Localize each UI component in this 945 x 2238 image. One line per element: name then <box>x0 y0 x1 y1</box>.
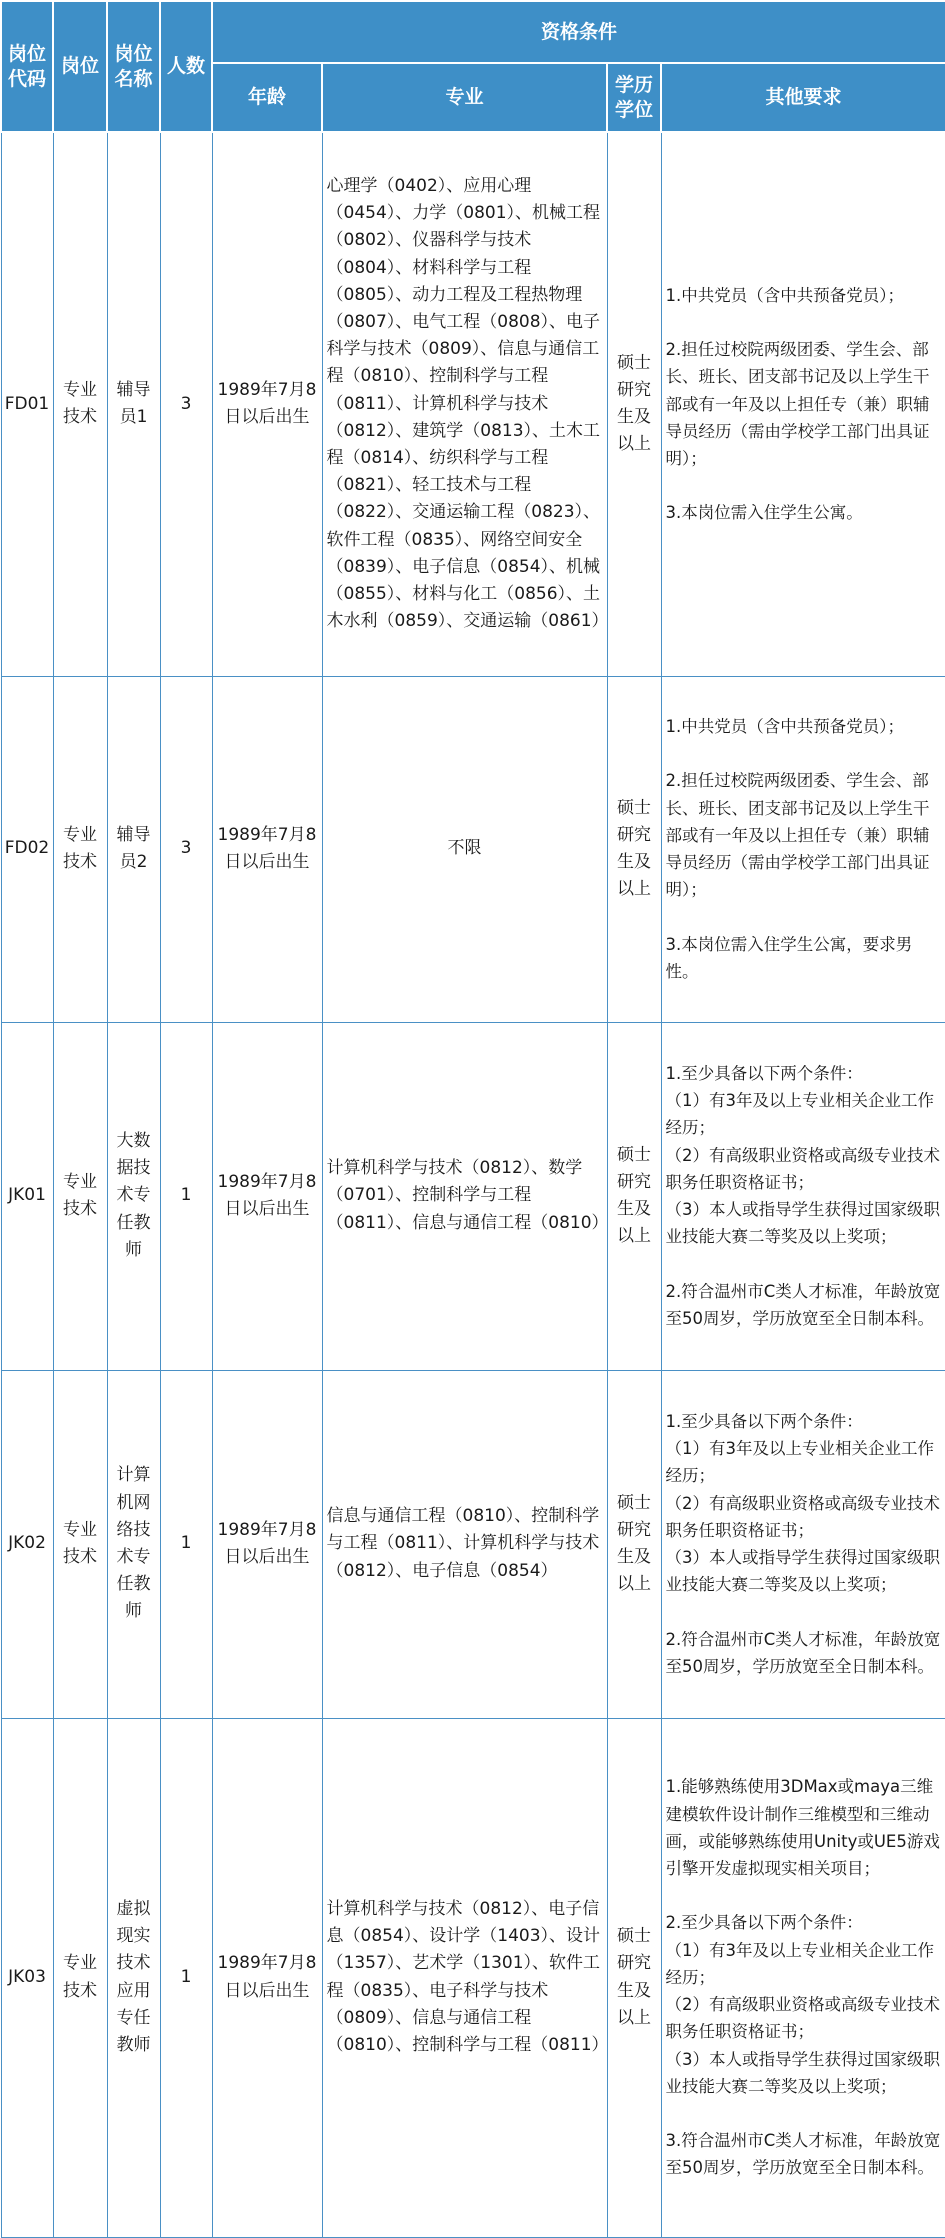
cell-other: 1.至少具备以下两个条件： （1）有3年及以上专业相关企业工作经历； （2）有高级职业资格或高级专业技术职务任职资格证书； （3）本人或指导学生获得过国家级职业技能大赛二等奖及以上奖项； 2.符合温州市C类人才标准，年龄放宽至50周岁，学历放宽至全日制本科。 <box>661 1370 945 1718</box>
header-degree: 学历学位 <box>607 63 661 132</box>
cell-other: 1.中共党员（含中共预备党员）； 2.担任过校院两级团委、学生会、部长、班长、团支部书记及以上学生干部或有一年及以上担任专（兼）职辅导员经历（需由学校学工部门出具证明）； 3.本岗位需入住学生公寓，要求男性。 <box>661 676 945 1022</box>
header-qualifications: 资格条件 <box>212 1 945 63</box>
cell-count: 1 <box>160 1022 212 1370</box>
cell-post-name: 辅导员1 <box>107 132 160 676</box>
table-row <box>1 132 945 676</box>
cell-count: 3 <box>160 132 212 676</box>
cell-age: 1989年7月8日以后出生 <box>212 676 322 1022</box>
cell-age: 1989年7月8日以后出生 <box>212 1022 322 1370</box>
cell-age: 1989年7月8日以后出生 <box>212 1370 322 1718</box>
cell-degree: 硕士研究生及以上 <box>607 676 661 1022</box>
cell-post: 专业技术 <box>53 132 107 676</box>
cell-code: FD01 <box>1 132 53 676</box>
cell-post: 专业技术 <box>53 1370 107 1718</box>
header-major: 专业 <box>322 63 607 132</box>
cell-post: 专业技术 <box>53 1718 107 2237</box>
table-row <box>1 1370 945 1718</box>
cell-post-name: 计算机网络技术专任教师 <box>107 1370 160 1718</box>
cell-degree: 硕士研究生及以上 <box>607 1370 661 1718</box>
header-row-1 <box>1 1 945 63</box>
cell-code: FD02 <box>1 676 53 1022</box>
cell-major: 心理学（0402）、应用心理（0454）、力学（0801）、机械工程（0802）、仪器科学与技术（0804）、材料科学与工程（0805）、动力工程及工程热物理（0807）、电气工程（0808）、电子科学与技术（0809）、信息与通信工程（0810）、控制科学与工程（0811）、计算机科学与技术（0812）、建筑学（0813）、土木工程（0814）、纺织科学与工程（0821）、轻工技术与工程（0822）、交通运输工程（0823）、软件工程（0835）、网络空间安全（0839）、电子信息（0854）、机械（0855）、材料与化工（0856）、土木水利（0859）、交通运输（0861） <box>322 132 607 676</box>
cell-age: 1989年7月8日以后出生 <box>212 1718 322 2237</box>
cell-post-name: 辅导员2 <box>107 676 160 1022</box>
cell-count: 3 <box>160 676 212 1022</box>
cell-post: 专业技术 <box>53 676 107 1022</box>
cell-post: 专业技术 <box>53 1022 107 1370</box>
cell-other: 1.中共党员（含中共预备党员）； 2.担任过校院两级团委、学生会、部长、班长、团支部书记及以上学生干部或有一年及以上担任专（兼）职辅导员经历（需由学校学工部门出具证明）； 3.本岗位需入住学生公寓。 <box>661 132 945 676</box>
cell-major: 计算机科学与技术（0812）、电子信息（0854）、设计学（1403）、设计（1357）、艺术学（1301）、软件工程（0835）、电子科学与技术（0809）、信息与通信工程（0810）、控制科学与工程（0811） <box>322 1718 607 2237</box>
table-row <box>1 1022 945 1370</box>
cell-major: 不限 <box>322 676 607 1022</box>
cell-code: JK03 <box>1 1718 53 2237</box>
table-row <box>1 1718 945 2237</box>
cell-count: 1 <box>160 1370 212 1718</box>
cell-degree: 硕士研究生及以上 <box>607 1718 661 2237</box>
cell-count: 1 <box>160 1718 212 2237</box>
cell-other: 1.至少具备以下两个条件： （1）有3年及以上专业相关企业工作经历； （2）有高级职业资格或高级专业技术职务任职资格证书； （3）本人或指导学生获得过国家级职业技能大赛二等奖及以上奖项； 2.符合温州市C类人才标准，年龄放宽至50周岁，学历放宽至全日制本科。 <box>661 1022 945 1370</box>
cell-other: 1.能够熟练使用3DMax或maya三维建模软件设计制作三维模型和三维动画，或能够熟练使用Unity或UE5游戏引擎开发虚拟现实相关项目； 2.至少具备以下两个条件： （1）有3年及以上专业相关企业工作经历； （2）有高级职业资格或高级专业技术职务任职资格证书； （3）本人或指导学生获得过国家级职业技能大赛二等奖及以上奖项； 3.符合温州市C类人才标准，年龄放宽至50周岁，学历放宽至全日制本科。 <box>661 1718 945 2237</box>
header-age: 年龄 <box>212 63 322 132</box>
cell-code: JK02 <box>1 1370 53 1718</box>
header-post: 岗位 <box>53 1 107 132</box>
cell-post-name: 大数据技术专任教师 <box>107 1022 160 1370</box>
cell-age: 1989年7月8日以后出生 <box>212 132 322 676</box>
header-count: 人数 <box>160 1 212 132</box>
cell-major: 计算机科学与技术（0812）、数学（0701）、控制科学与工程（0811）、信息与通信工程（0810） <box>322 1022 607 1370</box>
cell-code: JK01 <box>1 1022 53 1370</box>
header-other: 其他要求 <box>661 63 945 132</box>
header-post-name: 岗位名称 <box>107 1 160 132</box>
cell-major: 信息与通信工程（0810）、控制科学与工程（0811）、计算机科学与技术（0812）、电子信息（0854） <box>322 1370 607 1718</box>
header-code: 岗位代码 <box>1 1 53 132</box>
cell-degree: 硕士研究生及以上 <box>607 132 661 676</box>
cell-degree: 硕士研究生及以上 <box>607 1022 661 1370</box>
table-row <box>1 676 945 1022</box>
cell-post-name: 虚拟现实技术应用专任教师 <box>107 1718 160 2237</box>
